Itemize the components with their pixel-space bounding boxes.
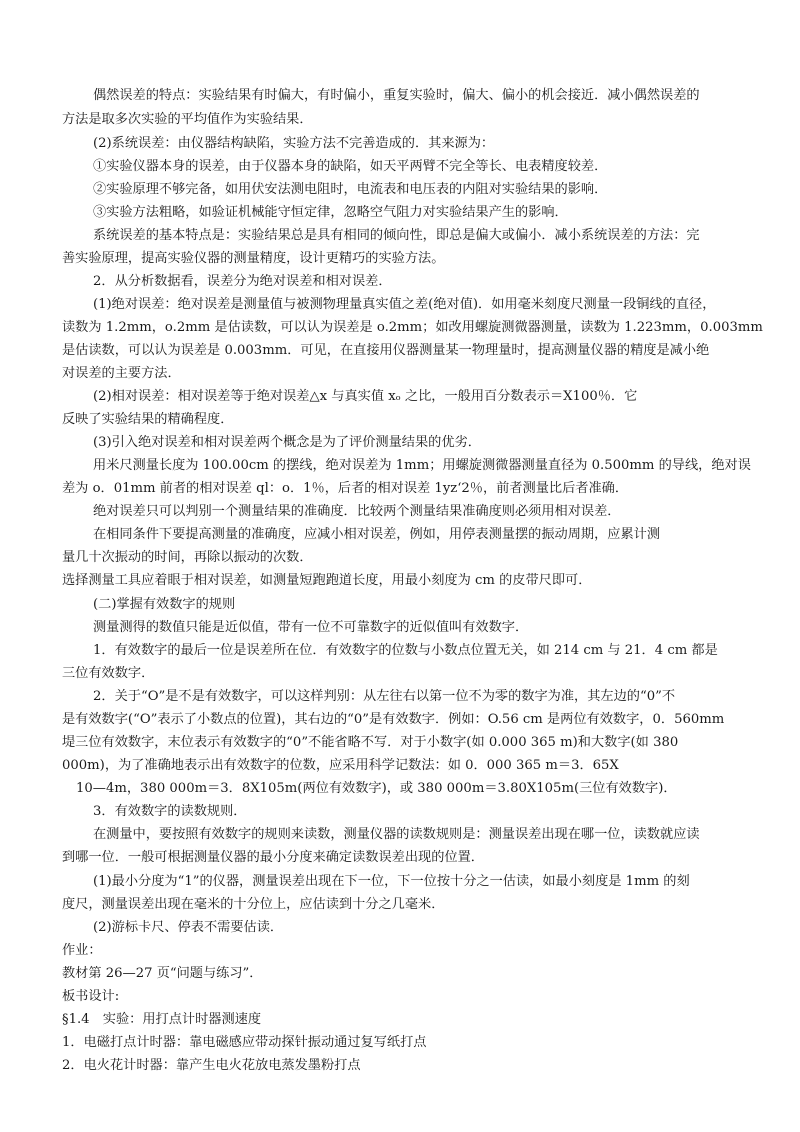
- text-line: 教材第 26—27 页“问题与练习”．: [62, 966, 263, 981]
- text-line: 2．从分析数据看，误差分为绝对误差和相对误差．: [93, 274, 392, 289]
- text-line: 偶然误差的特点：实验结果有时偏大，有时偏小，重复实验时，偏大、偏小的机会接近．减小偶然误差的: [93, 88, 700, 103]
- text-line: 反映了实验结果的精确程度．: [62, 412, 234, 427]
- text-line: (1)最小分度为“1”的仪器，测量误差出现在下一位，下一位按十分之一估读，如最小刻度是 1mm 的刻: [93, 874, 690, 889]
- text-line: 堤三位有效数字，末位表示有效数字的“0”不能省略不写．对于小数字(如 0.000 365 m)和大数字(如 380: [62, 735, 679, 750]
- text-line: (1)绝对误差：绝对误差是测量值与被测物理量真实值之差(绝对值)．如用毫米刻度尺测量一段铜线的直径，: [93, 297, 716, 312]
- text-line: 对误差的主要方法．: [62, 366, 181, 381]
- text-line: 善实验原理，提高实验仪器的测量精度，设计更精巧的实验方法。: [62, 251, 445, 266]
- text-line: 2．关于“O”是不是有效数字，可以这样判别：从左往右以第一位不为零的数字为准，其左边的“0”不: [93, 689, 676, 704]
- text-line: 是有效数字(“O”表示了小数点的位置)，其右边的“0”是有效数字．例如：O.56 cm 是两位有效数字，0．560mm: [62, 712, 725, 727]
- text-line: 选择测量工具应着眼于相对误差，如测量短跑跑道长度，用最小刻度为 cm 的皮带尺即可．: [62, 573, 592, 588]
- text-line: ①实验仪器本身的误差，由于仪器本身的缺陷，如天平两臂不完全等长、电表精度较差．: [93, 159, 608, 174]
- text-line: 1．电磁打点计时器：靠电磁感应带动探针振动通过复写纸打点: [62, 1035, 427, 1050]
- section-heading: (二)掌握有效数字的规则: [93, 597, 236, 612]
- text-line: 1．有效数字的最后一位是误差所在位．有效数字的位数与小数点位置无关，如 214 cm 与 21．4 cm 都是: [93, 643, 718, 658]
- text-line: 板书设计:: [62, 989, 120, 1004]
- text-line: 是估读数，可以认为误差是 0.003mm．可见，在直接用仪器测量某一物理量时，提高测量仪器的精度是减小绝: [62, 343, 710, 358]
- text-line: 测量测得的数值只能是近似值，带有一位不可靠数字的近似值叫有效数字．: [93, 620, 529, 635]
- text-line: (2)游标卡尺、停表不需要估读．: [93, 920, 284, 935]
- text-line: (3)引入绝对误差和相对误差两个概念是为了评价测量结果的优劣．: [93, 435, 481, 450]
- text-line: 作业：: [62, 943, 102, 958]
- text-line: (2)相对误差：相对误差等于绝对误差△x 与真实值 xₒ 之比，一般用百分数表示＝X100％．它: [93, 389, 638, 404]
- text-line: 绝对误差只可以判别一个测量结果的准确度．比较两个测量结果准确度则必须用相对误差．: [93, 504, 621, 519]
- text-line: (2)系统误差：由仪器结构缺陷，实验方法不完善造成的．其来源为：: [93, 136, 495, 151]
- section-heading: §1.4 实验：用打点计时器测速度: [62, 1012, 262, 1027]
- text-line: ③实验方法粗略，如验证机械能守恒定律，忽略空气阻力对实验结果产生的影响．: [93, 205, 568, 220]
- text-line: 读数为 1.2mm，o.2mm 是估读数，可以认为误差是 o.2mm；如改用螺旋测微器测量，读数为 1.223mm，0.003mm: [62, 320, 763, 335]
- text-line: 方法是取多次实验的平均值作为实验结果．: [62, 112, 313, 127]
- text-line: 000m)，为了准确地表示出有效数字的位数，应采用科学记数法：如 0．000 365 m＝3．65X: [62, 758, 619, 773]
- text-line: 10—4m，380 000m＝3．8X105m(两位有效数字)，或 380 000m＝3.80X105m(三位有效数字)．: [76, 781, 677, 796]
- text-line: 度尺，测量误差出现在毫米的十分位上，应估读到十分之几毫米．: [62, 897, 445, 912]
- text-line: 系统误差的基本特点是：实验结果总是具有相同的倾向性，即总是偏大或偏小．减小系统误差的方法：完: [93, 228, 700, 243]
- text-line: ②实验原理不够完备，如用伏安法测电阻时，电流表和电压表的内阻对实验结果的影响．: [93, 182, 608, 197]
- text-line: 三位有效数字．: [62, 666, 155, 681]
- text-line: 2．电火花计时器：靠产生电火花放电蒸发墨粉打点: [62, 1058, 361, 1073]
- text-line: 量几十次振动的时间，再除以振动的次数．: [62, 550, 313, 565]
- text-line: 用米尺测量长度为 100.00cm 的摆线，绝对误差为 1mm；用螺旋测微器测量直径为 0.500mm 的导线，绝对误: [93, 458, 751, 473]
- text-line: 在测量中，要按照有效数字的规则来读数，测量仪器的读数规则是：测量误差出现在哪一位，读数就应读: [93, 827, 700, 842]
- text-line: 到哪一位．一般可根据测量仪器的最小分度来确定读数误差出现的位置．: [62, 850, 484, 865]
- text-line: 差为 o．01mm 前者的相对误差 ql：o．1％，后者的相对误差 1yz‘2％，前者测量比后者准确．: [62, 481, 629, 496]
- text-line: 在相同条件下要提高测量的准确度，应减小相对误差，例如，用停表测量摆的振动周期，应累计测: [93, 527, 661, 542]
- text-line: 3．有效数字的读数规则．: [93, 804, 247, 819]
